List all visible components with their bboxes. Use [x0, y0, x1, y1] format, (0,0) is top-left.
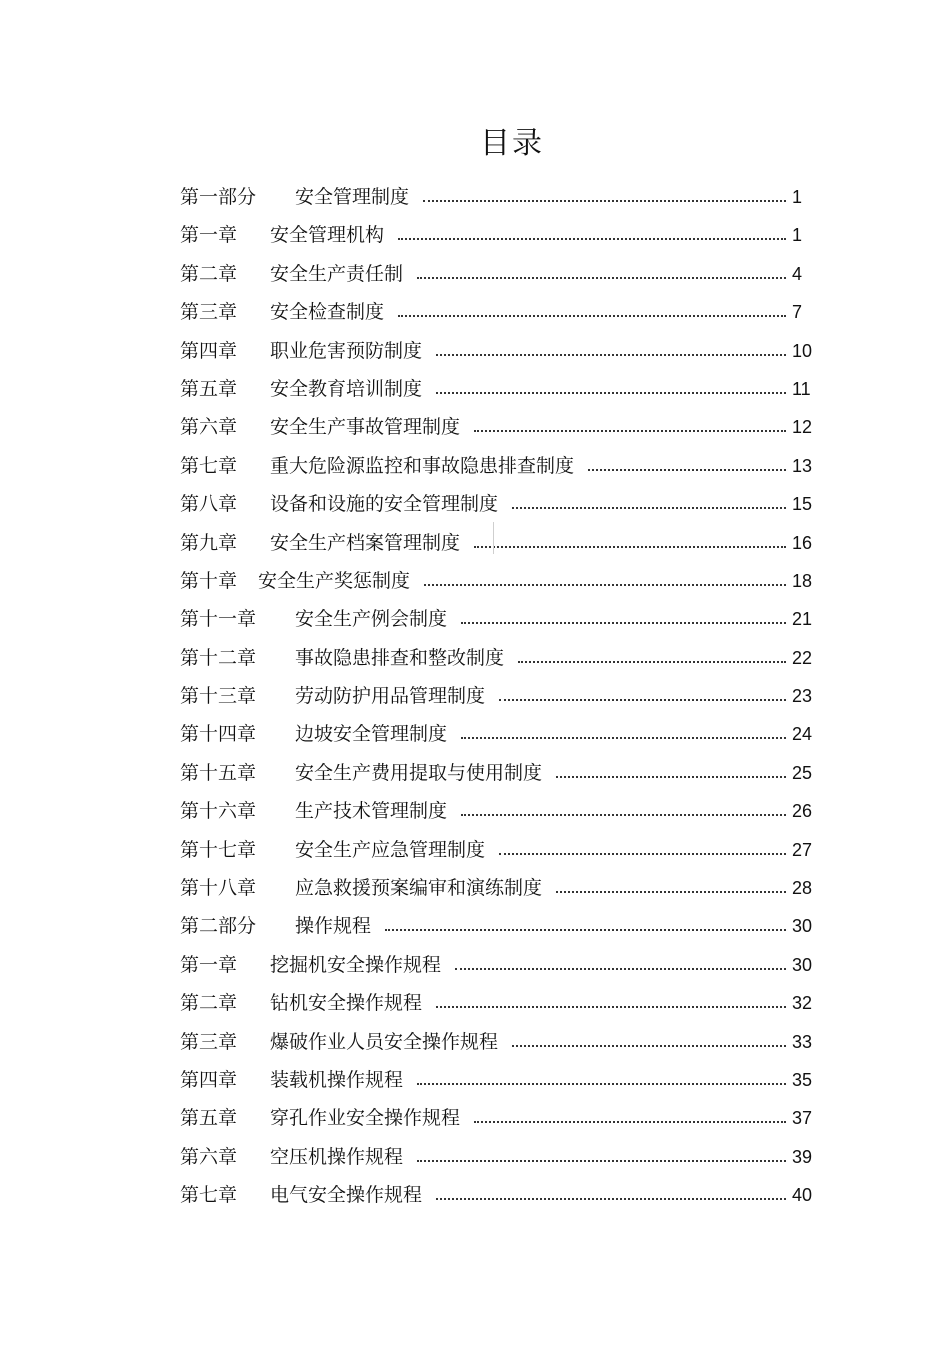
toc-entry-number: 第三章 [180, 301, 238, 324]
toc-entry[interactable] [180, 562, 820, 600]
toc-entry-title: 劳动防护用品管理制度 [295, 685, 486, 708]
toc-entry-number: 第七章 [180, 1184, 238, 1207]
toc-entry-title: 安全管理机构 [270, 224, 385, 247]
toc-entry-number: 第十五章 [180, 761, 257, 784]
toc-entry-number: 第二部分 [180, 915, 257, 938]
toc-entry-number: 第二章 [180, 262, 238, 285]
toc-entry-page-number: 35 [792, 1069, 813, 1090]
toc-entry[interactable] [180, 639, 820, 677]
table-of-contents [180, 178, 820, 1215]
toc-entry-page-number: 30 [792, 954, 813, 975]
toc-dot-leader [588, 465, 786, 471]
toc-entry[interactable] [180, 1061, 820, 1099]
toc-entry-page-number: 40 [792, 1185, 813, 1206]
toc-dot-leader [474, 426, 786, 432]
toc-entry-title: 穿孔作业安全操作规程 [270, 1107, 461, 1130]
toc-entry[interactable] [180, 984, 820, 1022]
toc-entry-title: 设备和设施的安全管理制度 [270, 493, 499, 516]
toc-dot-leader [417, 273, 786, 279]
toc-entry[interactable] [180, 946, 820, 984]
toc-entry-page-number: 25 [792, 762, 813, 783]
toc-entry-page-number: 32 [792, 993, 813, 1014]
toc-entry-number: 第五章 [180, 377, 238, 400]
toc-entry[interactable] [180, 907, 820, 945]
toc-entry-page-number: 37 [792, 1108, 813, 1129]
toc-entry-page-number: 4 [792, 263, 803, 284]
toc-entry-page-number: 39 [792, 1146, 813, 1167]
toc-entry-number: 第十六章 [180, 800, 257, 823]
toc-entry-title: 空压机操作规程 [270, 1145, 404, 1168]
toc-entry-number: 第十二章 [180, 646, 257, 669]
toc-entry-number: 第四章 [180, 1068, 238, 1091]
toc-dot-leader [436, 350, 786, 356]
toc-entry-page-number: 28 [792, 878, 813, 899]
toc-entry-page-number: 22 [792, 647, 813, 668]
toc-entry[interactable] [180, 677, 820, 715]
toc-entry-page-number: 24 [792, 724, 813, 745]
toc-entry[interactable] [180, 293, 820, 331]
toc-dot-leader [461, 810, 786, 816]
toc-entry-number: 第二章 [180, 992, 238, 1015]
toc-dot-leader [398, 311, 786, 317]
toc-entry-number: 第一章 [180, 953, 238, 976]
toc-entry[interactable] [180, 1023, 820, 1061]
toc-entry-number: 第四章 [180, 339, 238, 362]
toc-entry-page-number: 10 [792, 340, 813, 361]
toc-entry-title: 爆破作业人员安全操作规程 [270, 1030, 499, 1053]
toc-dot-leader [512, 503, 786, 509]
toc-entry-number: 第九章 [180, 531, 238, 554]
toc-entry[interactable] [180, 485, 820, 523]
toc-dot-leader [556, 887, 786, 893]
toc-entry-number: 第三章 [180, 1030, 238, 1053]
toc-entry-number: 第六章 [180, 1145, 238, 1168]
toc-entry-number: 第一章 [180, 224, 238, 247]
toc-entry-title: 重大危险源监控和事故隐患排查制度 [270, 454, 575, 477]
toc-entry-number: 第十三章 [180, 685, 257, 708]
toc-entry-page-number: 13 [792, 455, 813, 476]
toc-entry-page-number: 15 [792, 494, 813, 515]
toc-entry-title: 安全管理制度 [295, 186, 410, 208]
toc-dot-leader [398, 234, 786, 240]
toc-entry-number: 第十四章 [180, 723, 257, 746]
toc-dot-leader [417, 1156, 786, 1162]
toc-dot-leader [518, 657, 786, 663]
toc-entry-title: 安全生产应急管理制度 [295, 838, 486, 861]
toc-entry-page-number: 21 [792, 609, 813, 630]
toc-entry[interactable] [180, 831, 820, 869]
toc-entry-title: 挖掘机安全操作规程 [270, 953, 442, 976]
scan-artifact-line [493, 522, 494, 554]
toc-entry-number: 第七章 [180, 454, 238, 477]
toc-dot-leader [385, 925, 786, 931]
toc-dot-leader [474, 542, 786, 548]
toc-dot-leader [512, 1041, 786, 1047]
toc-entry-number: 第十八章 [180, 877, 257, 900]
toc-entry-page-number: 11 [792, 378, 811, 399]
toc-dot-leader [417, 1079, 786, 1085]
toc-entry-number: 第五章 [180, 1107, 238, 1130]
toc-entry-page-number: 23 [792, 686, 813, 707]
toc-entry-title: 钻机安全操作规程 [270, 992, 423, 1015]
toc-entry[interactable] [180, 408, 820, 446]
toc-entry[interactable] [180, 792, 820, 830]
toc-entry-title: 操作规程 [295, 915, 372, 938]
toc-entry-number: 第六章 [180, 416, 238, 439]
toc-entry-page-number: 1 [792, 187, 803, 207]
toc-dot-leader [455, 964, 786, 970]
toc-dot-leader [499, 695, 786, 701]
toc-entry[interactable] [180, 447, 820, 485]
toc-dot-leader [424, 580, 786, 586]
toc-entry-title: 安全生产奖惩制度 [258, 569, 411, 592]
toc-entry[interactable] [180, 1099, 820, 1137]
toc-entry-number: 第一部分 [180, 186, 257, 208]
toc-entry[interactable] [180, 1176, 820, 1214]
toc-dot-leader [436, 1194, 786, 1200]
toc-entry-page-number: 30 [792, 916, 813, 937]
toc-entry-title: 安全生产档案管理制度 [270, 531, 461, 554]
toc-entry[interactable] [180, 869, 820, 907]
toc-entry-title: 职业危害预防制度 [270, 339, 423, 362]
toc-dot-leader [499, 849, 786, 855]
toc-dot-leader [461, 733, 786, 739]
toc-dot-leader [556, 772, 786, 778]
toc-entry-title: 装载机操作规程 [270, 1068, 404, 1091]
toc-entry[interactable] [180, 216, 820, 254]
toc-entry[interactable] [180, 715, 820, 753]
toc-dot-leader [474, 1117, 786, 1123]
toc-entry[interactable] [180, 524, 820, 562]
toc-entry-title: 安全教育培训制度 [270, 377, 423, 400]
toc-entry-number: 第十七章 [180, 838, 257, 861]
toc-entry-number: 第十章 [180, 569, 238, 592]
toc-entry-page-number: 7 [792, 302, 803, 323]
toc-entry[interactable] [180, 332, 820, 370]
toc-entry[interactable] [180, 754, 820, 792]
toc-entry-page-number: 12 [792, 417, 813, 438]
toc-entry-title: 生产技术管理制度 [295, 800, 448, 823]
toc-entry-title: 安全生产费用提取与使用制度 [295, 761, 543, 784]
toc-entry-title: 安全生产责任制 [270, 262, 404, 285]
toc-entry[interactable] [180, 255, 820, 293]
toc-entry-title: 安全检查制度 [270, 301, 385, 324]
toc-entry-title: 安全生产例会制度 [295, 608, 448, 631]
toc-entry-page-number: 26 [792, 801, 813, 822]
toc-dot-leader [436, 1002, 786, 1008]
toc-entry[interactable] [180, 1138, 820, 1176]
toc-entry-number: 第十一章 [180, 608, 257, 631]
toc-entry-page-number: 27 [792, 839, 813, 860]
toc-entry-page-number: 33 [792, 1031, 813, 1052]
toc-entry-page-number: 1 [792, 225, 803, 246]
toc-entry[interactable] [180, 600, 820, 638]
toc-entry-title: 边坡安全管理制度 [295, 723, 448, 746]
toc-entry-title: 安全生产事故管理制度 [270, 416, 461, 439]
toc-dot-leader [436, 388, 786, 394]
toc-entry-page-number: 18 [792, 570, 813, 591]
page-title: 目录 [480, 126, 544, 161]
toc-entry-title: 电气安全操作规程 [270, 1184, 423, 1207]
toc-entry[interactable] [180, 370, 820, 408]
toc-dot-leader [461, 618, 786, 624]
toc-entry-title: 应急救援预案编审和演练制度 [295, 877, 543, 900]
toc-dot-leader [423, 196, 786, 202]
toc-entry-page-number: 16 [792, 532, 813, 553]
toc-entry-title: 事故隐患排查和整改制度 [295, 646, 505, 669]
toc-entry-number: 第八章 [180, 493, 238, 516]
toc-entry[interactable] [180, 178, 820, 216]
